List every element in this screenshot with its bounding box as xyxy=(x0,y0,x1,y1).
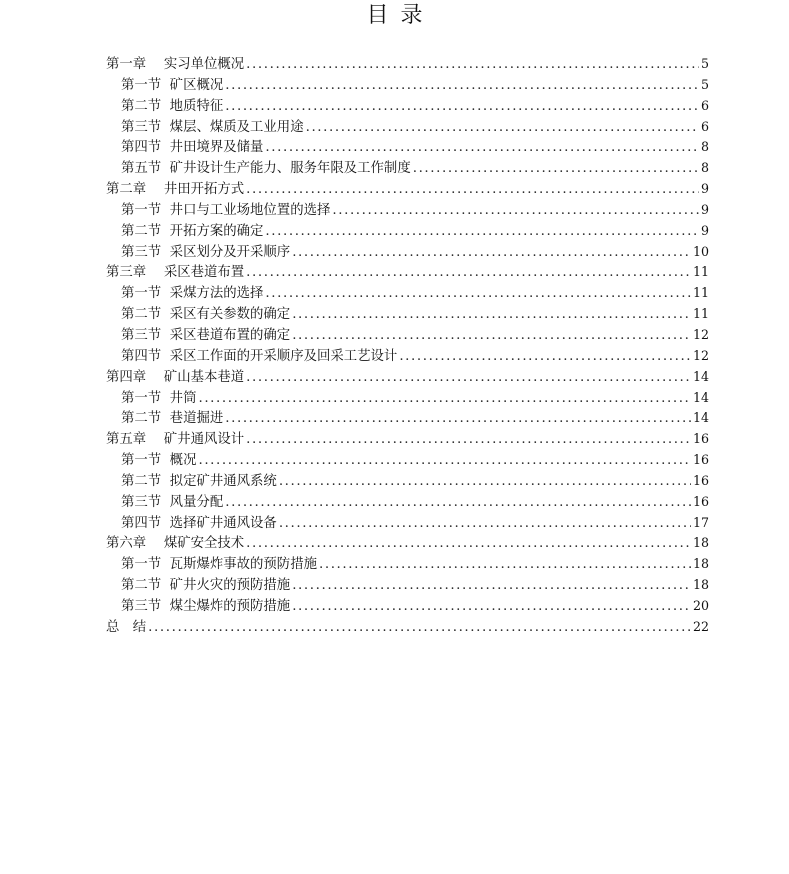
toc-entry-label: 第二节 矿井火灾的预防措施 xyxy=(121,578,291,594)
toc-dot-leader xyxy=(292,243,691,264)
toc-section-entry[interactable] xyxy=(106,513,709,534)
toc-section-entry[interactable] xyxy=(106,200,709,221)
toc-entry-page-number: 14 xyxy=(692,410,709,426)
toc-dot-leader xyxy=(306,118,699,139)
toc-entry-page-number: 8 xyxy=(700,160,709,176)
toc-entry-label: 第三节 风量分配 xyxy=(121,494,224,510)
toc-entry-page-number: 12 xyxy=(692,347,709,363)
toc-entry-label: 第一节 概况 xyxy=(121,453,197,469)
toc-entry-page-number: 18 xyxy=(692,577,709,593)
toc-dot-leader xyxy=(246,534,691,555)
toc-section-entry[interactable] xyxy=(106,450,709,471)
toc-entry-label: 第三节 采区划分及开采顺序 xyxy=(121,244,291,260)
toc-section-entry[interactable] xyxy=(106,408,709,429)
toc-entry-page-number: 10 xyxy=(692,243,709,259)
toc-section-entry[interactable] xyxy=(106,242,709,263)
toc-entry-label: 总 结 xyxy=(106,619,147,635)
toc-entry-label: 第一章 实习单位概况 xyxy=(106,57,245,72)
toc-section-entry[interactable] xyxy=(106,221,709,242)
toc-entry-page-number: 9 xyxy=(700,201,709,217)
toc-chapter-entry[interactable] xyxy=(106,54,709,75)
toc-dot-leader xyxy=(246,263,691,284)
toc-entry-page-number: 17 xyxy=(692,514,709,530)
toc-entry-page-number: 5 xyxy=(700,76,709,92)
toc-entry-label: 第二节 巷道掘进 xyxy=(121,411,224,427)
toc-section-entry[interactable] xyxy=(106,158,709,179)
toc-entry-page-number: 11 xyxy=(692,264,709,280)
toc-entry-page-number: 18 xyxy=(692,556,709,572)
toc-entry-page-number: 16 xyxy=(692,452,709,468)
toc-entry-label: 第一节 井口与工业场地位置的选择 xyxy=(121,202,331,218)
toc-entry-page-number: 22 xyxy=(692,618,709,634)
toc-entry-page-number: 5 xyxy=(700,56,709,71)
toc-dot-leader xyxy=(279,472,691,493)
toc-entry-label: 第四节 选择矿井通风设备 xyxy=(121,515,277,531)
toc-dot-leader xyxy=(279,514,691,535)
toc-entry-label: 第三节 采区巷道布置的确定 xyxy=(121,327,291,343)
toc-chapter-entry[interactable] xyxy=(106,367,709,388)
toc-entry-label: 第四节 井田境界及储量 xyxy=(121,140,264,156)
toc-chapter-entry[interactable] xyxy=(106,617,709,638)
toc-entry-label: 第六章 煤矿安全技术 xyxy=(106,536,245,552)
toc-section-entry[interactable] xyxy=(106,471,709,492)
toc-entry-label: 第三节 煤层、煤质及工业用途 xyxy=(121,119,304,135)
toc-entry-label: 第二章 井田开拓方式 xyxy=(106,182,245,198)
toc-entry-label: 第二节 开拓方案的确定 xyxy=(121,223,264,239)
toc-entry-label: 第二节 拟定矿井通风系统 xyxy=(121,473,277,489)
toc-section-entry[interactable] xyxy=(106,304,709,325)
toc-entry-label: 第三章 采区巷道布置 xyxy=(106,265,245,281)
toc-entry-label: 第一节 瓦斯爆炸事故的预防措施 xyxy=(121,557,317,573)
toc-section-entry[interactable] xyxy=(106,96,709,117)
toc-dot-leader xyxy=(246,368,691,389)
toc-dot-leader xyxy=(246,55,699,76)
toc-entry-page-number: 12 xyxy=(692,326,709,342)
toc-section-entry[interactable] xyxy=(106,554,709,575)
toc-entry-page-number: 11 xyxy=(692,285,709,301)
toc-dot-leader xyxy=(399,347,691,368)
toc-dot-leader xyxy=(198,389,691,410)
toc-dot-leader xyxy=(413,159,699,180)
toc-entry-page-number: 16 xyxy=(692,431,709,447)
toc-list xyxy=(106,54,709,638)
toc-entry-label: 第五节 矿井设计生产能力、服务年限及工作制度 xyxy=(121,161,411,177)
toc-section-entry[interactable] xyxy=(106,388,709,409)
toc-chapter-entry[interactable] xyxy=(106,179,709,200)
toc-entry-page-number: 9 xyxy=(700,181,709,197)
toc-dot-leader xyxy=(292,326,691,347)
toc-dot-leader xyxy=(225,97,699,118)
toc-section-entry[interactable] xyxy=(106,137,709,158)
toc-entry-page-number: 6 xyxy=(700,97,709,113)
toc-entry-page-number: 8 xyxy=(700,139,709,155)
toc-title: 目录 xyxy=(366,3,435,28)
toc-entry-page-number: 20 xyxy=(692,597,709,613)
toc-entry-page-number: 16 xyxy=(692,472,709,488)
toc-entry-page-number: 11 xyxy=(692,306,709,322)
toc-section-entry[interactable] xyxy=(106,492,709,513)
toc-entry-label: 第一节 矿区概况 xyxy=(121,77,224,93)
toc-entry-page-number: 14 xyxy=(692,368,709,384)
toc-dot-leader xyxy=(265,284,691,305)
toc-dot-leader xyxy=(225,493,691,514)
toc-section-entry[interactable] xyxy=(106,283,709,304)
toc-entry-page-number: 18 xyxy=(692,535,709,551)
toc-section-entry[interactable] xyxy=(106,575,709,596)
toc-dot-leader xyxy=(148,618,691,639)
toc-chapter-entry[interactable] xyxy=(106,429,709,450)
toc-entry-label: 第一节 井筒 xyxy=(121,390,197,406)
toc-dot-leader xyxy=(225,76,699,97)
toc-dot-leader xyxy=(292,576,691,597)
toc-section-entry[interactable] xyxy=(106,346,709,367)
toc-dot-leader xyxy=(198,451,691,472)
toc-entry-page-number: 14 xyxy=(692,389,709,405)
toc-dot-leader xyxy=(265,222,699,243)
toc-entry-label: 第二节 采区有关参数的确定 xyxy=(121,307,291,323)
toc-chapter-entry[interactable] xyxy=(106,262,709,283)
toc-entry-label: 第四节 采区工作面的开采顺序及回采工艺设计 xyxy=(121,348,398,364)
toc-chapter-entry[interactable] xyxy=(106,533,709,554)
toc-dot-leader xyxy=(332,201,699,222)
toc-dot-leader xyxy=(246,180,699,201)
toc-entry-page-number: 9 xyxy=(700,222,709,238)
toc-section-entry[interactable] xyxy=(106,596,709,617)
toc-dot-leader xyxy=(246,430,691,451)
toc-entry-label: 第一节 采煤方法的选择 xyxy=(121,286,264,302)
toc-entry-label: 第三节 煤尘爆炸的预防措施 xyxy=(121,598,291,614)
toc-section-entry[interactable] xyxy=(106,117,709,138)
toc-entry-label: 第四章 矿山基本巷道 xyxy=(106,369,245,385)
toc-dot-leader xyxy=(225,409,691,430)
toc-section-entry[interactable] xyxy=(106,75,709,96)
toc-entry-page-number: 6 xyxy=(700,118,709,134)
toc-entry-label: 第二节 地质特征 xyxy=(121,98,224,114)
toc-dot-leader xyxy=(265,138,699,159)
toc-dot-leader xyxy=(292,597,691,618)
toc-section-entry[interactable] xyxy=(106,325,709,346)
toc-dot-leader xyxy=(319,555,691,576)
toc-dot-leader xyxy=(292,305,691,326)
toc-entry-page-number: 16 xyxy=(692,493,709,509)
toc-entry-label: 第五章 矿井通风设计 xyxy=(106,432,245,448)
